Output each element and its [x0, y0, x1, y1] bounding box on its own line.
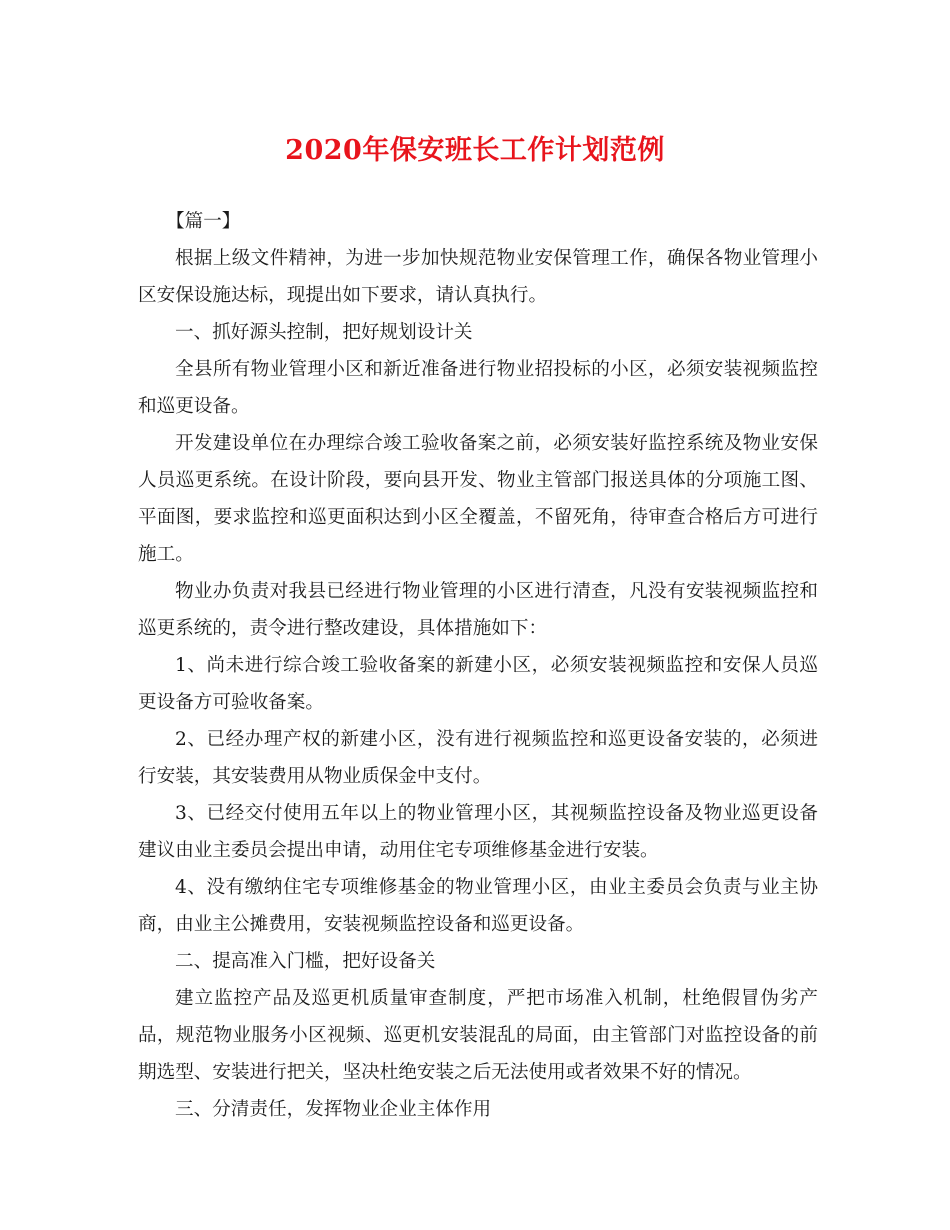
list-item: 4、没有缴纳住宅专项维修基金的物业管理小区，由业主委员会负责与业主协商，由业主公摊费用，安装视频监控设备和巡更设备。: [138, 877, 818, 935]
list-item: 2、已经办理产权的新建小区，没有进行视频监控和巡更设备安装的，必须进行安装，其安装费用从物业质保金中支付。: [138, 729, 818, 787]
paragraph: 建立监控产品及巡更机质量审查制度，严把市场准入机制，杜绝假冒伪劣产品，规范物业服务小区视频、巡更机安装混乱的局面，由主管部门对监控设备的前期选型、安装进行把关，坚决杜绝安装之后无法使用或者效果不好的情况。: [138, 988, 818, 1083]
heading-1: 一、抓好源头控制，把好规划设计关: [175, 322, 473, 343]
heading-3: 三、分清责任，发挥物业企业主体作用: [175, 1099, 492, 1120]
list-item: 3、已经交付使用五年以上的物业管理小区，其视频监控设备及物业巡更设备建议由业主委员会提出申请，动用住宅专项维修基金进行安装。: [138, 803, 818, 861]
paragraph-intro: 根据上级文件精神，为进一步加快规范物业安保管理工作，确保各物业管理小区安保设施达标，现提出如下要求，请认真执行。: [138, 248, 818, 306]
section-label: 【篇一】: [166, 211, 241, 232]
document-body: [138, 203, 818, 1128]
heading-2: 二、提高准入门槛，把好设备关: [175, 951, 436, 972]
paragraph: 全县所有物业管理小区和新近准备进行物业招投标的小区，必须安装视频监控和巡更设备。: [138, 359, 818, 417]
list-item: 1、尚未进行综合竣工验收备案的新建小区，必须安装视频监控和安保人员巡更设备方可验收备案。: [138, 655, 818, 713]
paragraph: 开发建设单位在办理综合竣工验收备案之前，必须安装好监控系统及物业安保人员巡更系统。在设计阶段，要向县开发、物业主管部门报送具体的分项施工图、平面图，要求监控和巡更面积达到小区全覆盖，不留死角，待审查合格后方可进行施工。: [138, 433, 818, 565]
document-title: 2020年保安班长工作计划范例: [285, 135, 665, 166]
paragraph: 物业办负责对我县已经进行物业管理的小区进行清查，凡没有安装视频监控和巡更系统的，责令进行整改建设，具体措施如下：: [138, 581, 818, 639]
